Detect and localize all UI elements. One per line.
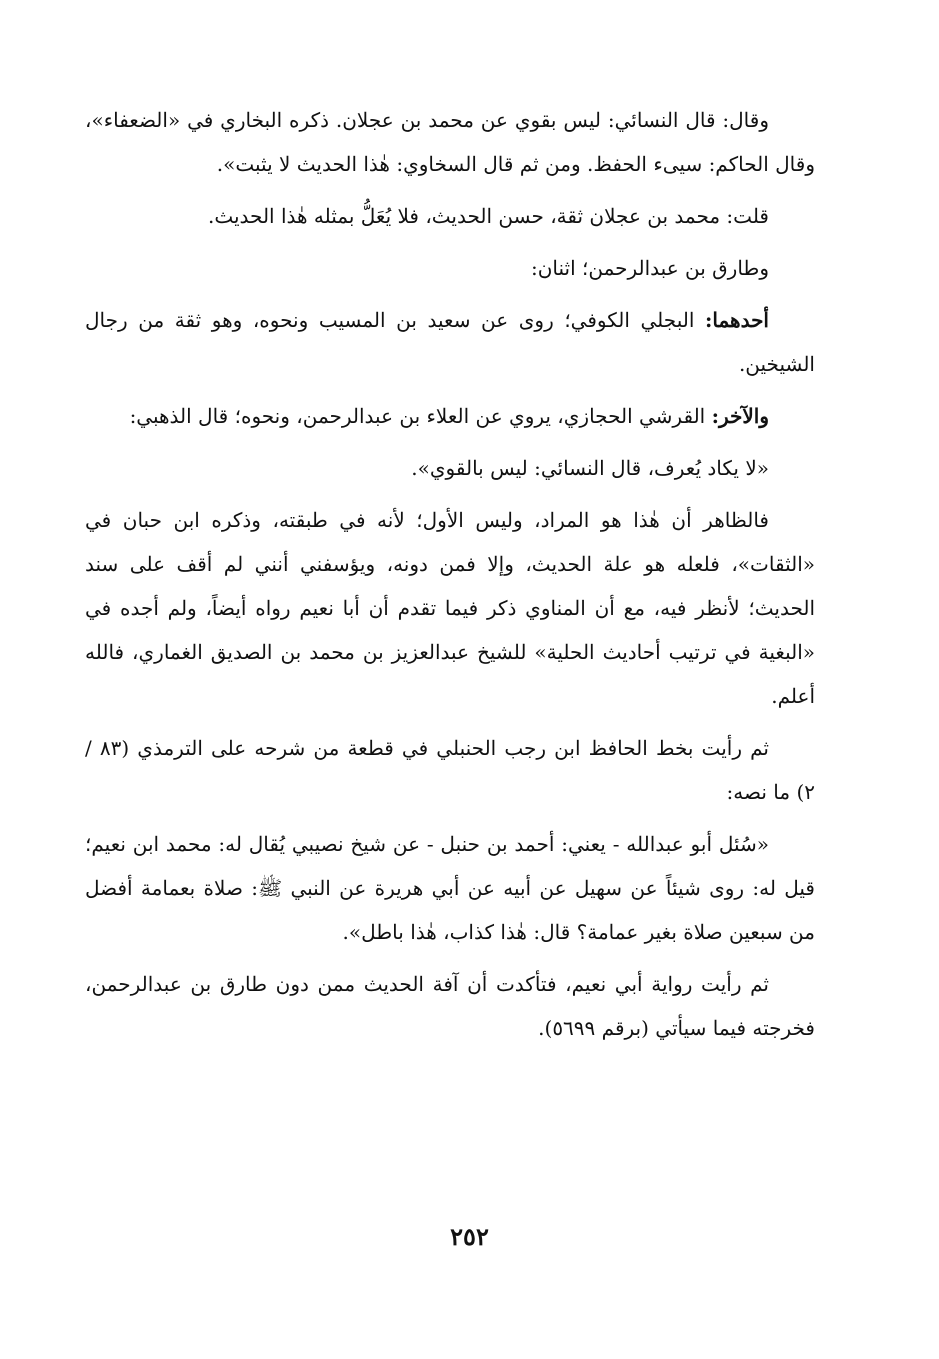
paragraph-4 <box>85 298 815 386</box>
paragraph-5-lead: والآخر: <box>711 404 769 428</box>
paragraph-1-text: وقال: قال النسائي: ليس بقوي عن محمد بن عجلان. ذكره البخاري في «الضعفاء»، وقال الحاكم: سيىء الحفظ. ومن ثم قال السخاوي: هٰذا الحديث لا يثبت». <box>85 108 815 176</box>
paragraph-10-text: ثم رأيت رواية أبي نعيم، فتأكدت أن آفة الحديث ممن دون طارق بن عبدالرحمن، فخرجته فيما سيأتي (برقم ٥٦٩٩). <box>85 972 815 1040</box>
paragraph-3-text: وطارق بن عبدالرحمن؛ اثنان: <box>530 256 769 280</box>
page-number: ٢٥٢ <box>450 1222 489 1251</box>
paragraph-6-text: «لا يكاد يُعرف، قال النسائي: ليس بالقوي». <box>411 456 769 480</box>
paragraph-4-text: البجلي الكوفي؛ روى عن سعيد بن المسيب ونحوه، وهو ثقة من رجال الشيخين. <box>85 308 815 376</box>
paragraph-6 <box>85 446 815 490</box>
paragraph-7-text: فالظاهر أن هٰذا هو المراد، وليس الأول؛ لأنه في طبقته، وذكره ابن حبان في «الثقات»، فلعله هو علة الحديث، وإلا فمن دونه، ويؤسفني أنني لم أقف على سند الحديث؛ لأنظر فيه، مع أن المناوي ذكر فيما تقدم أن أبا نعيم رواه أيضاً، ولم أجده في «البغية في ترتيب أحاديث الحلية» للشيخ عبدالعزيز بن محمد بن الصديق الغماري، فالله أعلم. <box>85 508 815 708</box>
paragraph-8-text: ثم رأيت بخط الحافظ ابن رجب الحنبلي في قطعة من شرحه على الترمذي (٨٣ / ٢) ما نصه: <box>85 736 815 804</box>
paragraph-10 <box>85 962 815 1050</box>
paragraph-4-lead: أحدهما: <box>704 308 769 332</box>
paragraph-1 <box>85 98 815 186</box>
page-body <box>85 98 815 1058</box>
paragraph-3 <box>85 246 815 290</box>
paragraph-8 <box>85 726 815 814</box>
paragraph-9-text: «سُئل أبو عبدالله - يعني: أحمد بن حنبل - عن شيخ نصيبي يُقال له: محمد ابن نعيم؛ قيل له: روى شيئاً عن سهيل عن أبيه عن أبي هريرة عن النبي ﷺ: صلاة بعمامة أفضل من سبعين صلاة بغير عمامة؟ قال: هٰذا كذاب، هٰذا باطل». <box>85 832 815 944</box>
paragraph-5 <box>85 394 815 438</box>
paragraph-2-text: قلت: محمد بن عجلان ثقة، حسن الحديث، فلا يُعَلُّ بمثله هٰذا الحديث. <box>207 204 769 228</box>
paragraph-7 <box>85 498 815 718</box>
paragraph-5-text: القرشي الحجازي، يروي عن العلاء بن عبدالرحمن، ونحوه؛ قال الذهبي: <box>129 404 712 428</box>
paragraph-9 <box>85 822 815 954</box>
paragraph-2 <box>85 194 815 238</box>
